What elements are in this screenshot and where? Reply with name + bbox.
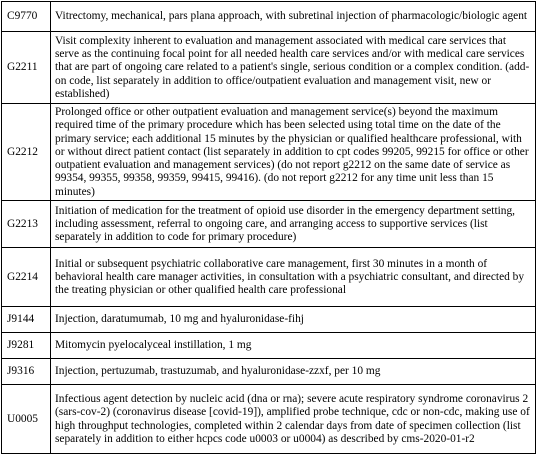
description-cell: Mitomycin pyelocalyceal instillation, 1 mg xyxy=(51,333,536,359)
description-cell: Visit complexity inherent to evaluation and management associated with medical care services that serve as the continuing focal point for all needed health care services and/or with medical care services that are part of ongoing care related to a patient's single, serious condition or a complex condition. (add-on code, list separately in addition to office/outpatient evaluation and management visit, new or established) xyxy=(51,32,536,104)
table-row xyxy=(2,201,536,248)
description-cell: Prolonged office or other outpatient evaluation and management service(s) beyond the maximum required time of the primary procedure which has been selected using total time on the date of the primary service; each additional 15 minutes by the physician or qualified healthcare professional, with or without direct patient contact (list separately in addition to cpt codes 99205, 99215 for office or other outpatient evaluation and management services) (do not report g2212 on the same date of service as 99354, 99355, 99358, 99359, 99415, 99416). (do not report g2212 for any time unit less than 15 minutes) xyxy=(51,104,536,201)
description-cell: Injection, pertuzumab, trastuzumab, and hyaluronidase-zzxf, per 10 mg xyxy=(51,359,536,385)
table-row xyxy=(2,385,536,454)
code-cell: J9144 xyxy=(2,307,51,333)
code-cell: G2214 xyxy=(2,248,51,307)
code-cell: G2211 xyxy=(2,32,51,104)
description-cell: Initial or subsequent psychiatric collaborative care management, first 30 minutes in a month of behavioral health care manager activities, in consultation with a psychiatric consultant, and directed by the treating physician or other qualified health care professional xyxy=(51,248,536,307)
table-row xyxy=(2,104,536,201)
hcpcs-code-table xyxy=(1,1,536,454)
table-row xyxy=(2,359,536,385)
code-cell: G2212 xyxy=(2,104,51,201)
description-cell: Initiation of medication for the treatment of opioid use disorder in the emergency department setting, including assessment, referral to ongoing care, and arranging access to supportive services (list separately in addition to code for primary procedure) xyxy=(51,201,536,248)
description-cell: Infectious agent detection by nucleic acid (dna or rna); severe acute respiratory syndrome coronavirus 2 (sars-cov-2) (coronavirus disease [covid-19]), amplified probe technique, cdc or non-cdc, making use of high throughput technologies, completed within 2 calendar days from date of specimen collection (list separately in addition to either hcpcs code u0003 or u0004) as described by cms-2020-01-r2 xyxy=(51,385,536,454)
description-cell: Injection, daratumumab, 10 mg and hyaluronidase-fihj xyxy=(51,307,536,333)
code-cell: J9281 xyxy=(2,333,51,359)
table-row xyxy=(2,333,536,359)
code-cell: U0005 xyxy=(2,385,51,454)
code-cell: G2213 xyxy=(2,201,51,248)
table-row xyxy=(2,307,536,333)
table-row xyxy=(2,32,536,104)
table-row xyxy=(2,248,536,307)
code-cell: J9316 xyxy=(2,359,51,385)
table-row xyxy=(2,2,536,32)
description-cell: Vitrectomy, mechanical, pars plana approach, with subretinal injection of pharmacologic/biologic agent xyxy=(51,2,536,32)
code-cell: C9770 xyxy=(2,2,51,32)
